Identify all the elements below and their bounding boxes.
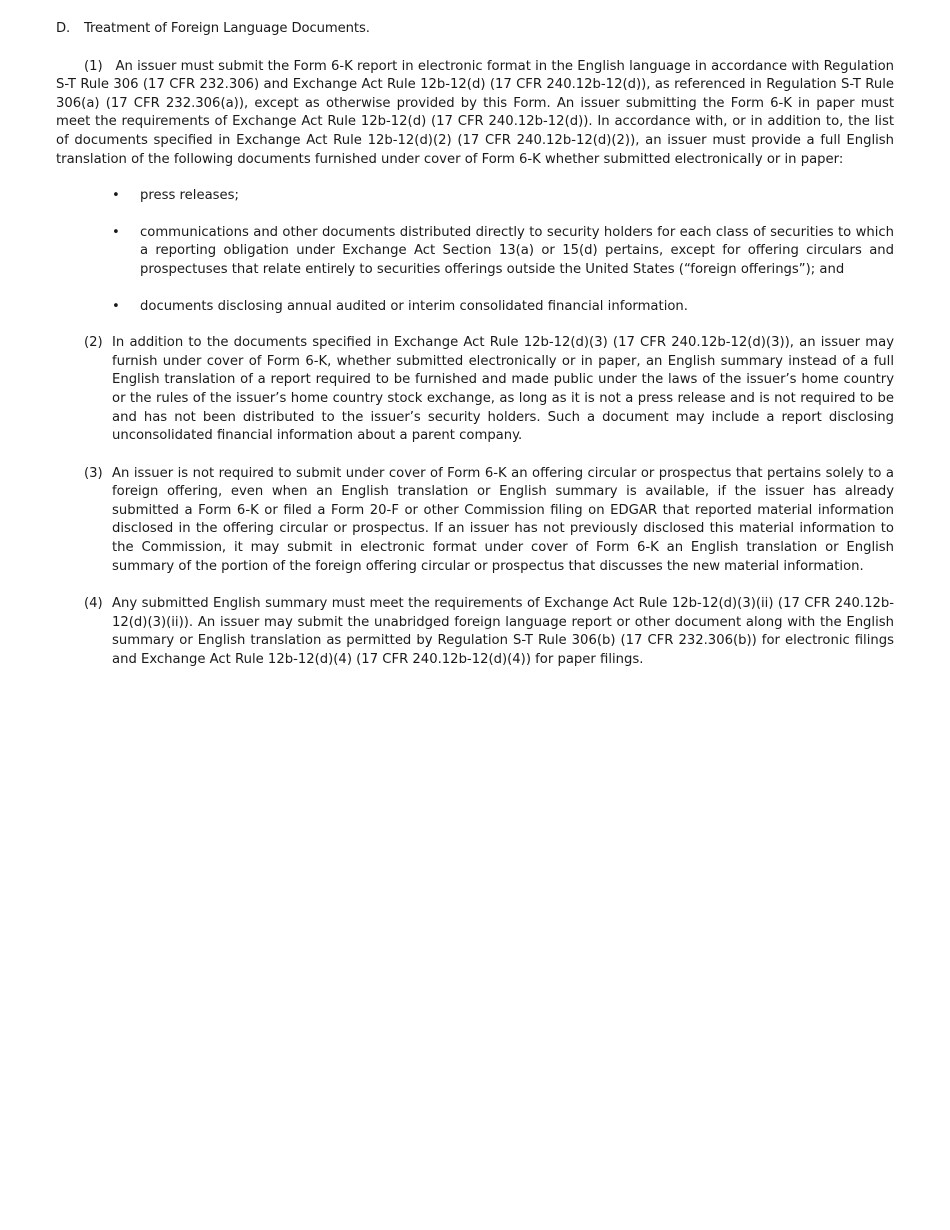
- paragraph-4: [56, 595, 894, 669]
- bullet-list: [56, 187, 894, 316]
- paragraph-1-text: An issuer must submit the Form 6-K report in electronic format in the English language in accordance with Regulation S-T Rule 306 (17 CFR 232.306) and Exchange Act Rule 12b-12(d) (17 CFR 240.12b-12(d)), as referenced in Regulation S-T Rule 306(a) (17 CFR 232.306(a)), except as otherwise provided by this Form. An issuer submitting the Form 6-K in paper must meet the requirements of Exchange Act Rule 12b-12(d) (17 CFR 240.12b-12(d)). In accordance with, or in addition to, the list of documents specified in Exchange Act Rule 12b-12(d)(2) (17 CFR 240.12b-12(d)(2)), an issuer must provide a full English translation of the following documents furnished under cover of Form 6-K whether submitted electronically or in paper:: [56, 58, 894, 167]
- bullet-item-communications: [112, 224, 894, 280]
- paragraph-1-number: (1): [84, 58, 103, 74]
- bullet-icon: •: [112, 224, 120, 240]
- paragraph-3: [56, 465, 894, 577]
- paragraph-3-text: An issuer is not required to submit under cover of Form 6-K an offering circular or prospectus that pertains solely to a foreign offering, even when an English translation or English summary is available, if the issuer has already submitted a Form 6-K or filed a Form 20-F or other Commission filing on EDGAR that reported material information disclosed in the offering circular or prospectus. If an issuer has not previously disclosed this material information to the Commission, it may submit in electronic format under cover of Form 6-K an English translation or English summary of the portion of the foreign offering circular or prospectus that discusses the new material information.: [112, 465, 894, 574]
- paragraph-4-text: Any submitted English summary must meet the requirements of Exchange Act Rule 12b-12(d)(3)(ii) (17 CFR 240.12b-12(d)(3)(ii)). An issuer may submit the unabridged foreign language report or other document along with the English summary or English translation as permitted by Regulation S-T Rule 306(b) (17 CFR 232.306(b)) for electronic filings and Exchange Act Rule 12b-12(d)(4) (17 CFR 240.12b-12(d)(4)) for paper filings.: [112, 596, 894, 668]
- bullet-icon: •: [112, 188, 120, 204]
- bullet-text: communications and other documents distributed directly to security holders for each class of securities to which a reporting obligation under Exchange Act Section 13(a) or 15(d) pertains, except for offering circulars and prospectuses that relate entirely to securities offerings outside the United States (“foreign offerings”); and: [140, 224, 894, 277]
- paragraph-4-number: (4): [84, 596, 103, 612]
- bullet-text: documents disclosing annual audited or interim consolidated financial information.: [140, 298, 688, 314]
- section-number: D.: [56, 21, 71, 36]
- bullet-icon: •: [112, 298, 120, 314]
- bullet-item-press-releases: [112, 187, 894, 206]
- bullet-item-financial-information: [112, 298, 894, 317]
- paragraph-2-text: In addition to the documents specified in Exchange Act Rule 12b-12(d)(3) (17 CFR 240.12b-12(d)(3)), an issuer may furnish under cover of Form 6-K, whether submitted electronically or in paper, an English summary instead of a full English translation of a report required to be furnished and made public under the laws of the issuer’s home country or the rules of the issuer’s home country stock exchange, as long as it is not a press release and is not required to be and has not been distributed to the issuer’s security holders. Such a document may include a report disclosing unconsolidated financial information about a parent company.: [112, 335, 894, 444]
- paragraph-2-number: (2): [84, 335, 103, 351]
- document-page: [56, 20, 894, 689]
- bullet-text: press releases;: [140, 188, 239, 204]
- section-title: Treatment of Foreign Language Documents.: [84, 21, 370, 36]
- paragraph-1: [56, 58, 894, 170]
- section-heading: [56, 20, 894, 39]
- paragraph-3-number: (3): [84, 465, 103, 481]
- paragraph-2: [56, 334, 894, 446]
